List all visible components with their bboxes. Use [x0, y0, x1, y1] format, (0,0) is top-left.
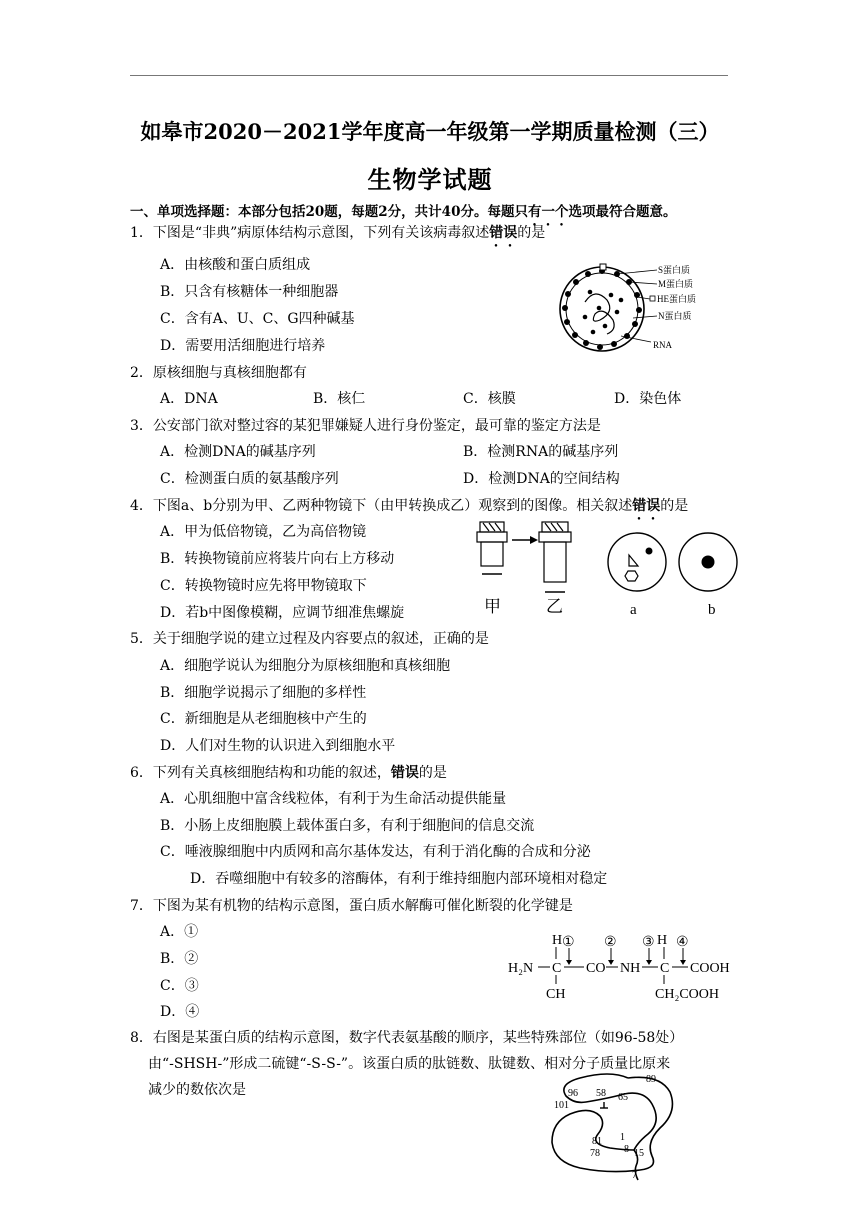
q1-option-d: D．需要用活细胞进行培养 [160, 338, 326, 354]
svg-text:①: ① [562, 935, 575, 950]
objective-lens-figure [470, 520, 750, 620]
svg-text:H: H [552, 933, 563, 948]
svg-text:C: C [552, 961, 562, 976]
q4-option-d: D．若b中图像模糊，应调节细准焦螺旋 [160, 605, 405, 621]
q1-option-a: A．由核酸和蛋白质组成 [160, 257, 311, 273]
protein-disulfide-figure [540, 1072, 690, 1182]
label-yi: 乙 [546, 597, 563, 616]
q7-option-b: B．② [160, 951, 199, 967]
svg-text:C: C [660, 961, 670, 976]
q3-option-a: A．检测DNA的碱基序列 [160, 444, 316, 460]
label-he-protein: HE蛋白质 [657, 294, 696, 304]
q5-option-a: A．细胞学说认为细胞分为原核细胞和真核细胞 [160, 658, 451, 674]
virus-structure-figure [555, 262, 730, 357]
q8-line3: 减少的数依次是 [148, 1082, 246, 1098]
q6-option-a: A．心肌细胞中富含线粒体，有利于为生命活动提供能量 [160, 791, 507, 807]
svg-text:96: 96 [568, 1088, 578, 1099]
q7-stem: 7．下图为某有机物的结构示意图，蛋白质水解酶可催化断裂的化学键是 [130, 898, 573, 914]
label-b: b [708, 602, 716, 618]
q3-option-d: D．检测DNA的空间结构 [463, 471, 620, 487]
svg-text:④: ④ [676, 935, 689, 950]
svg-text:15: 15 [634, 1148, 644, 1159]
svg-text:H: H [657, 933, 668, 948]
q3-option-c: C．检测蛋白质的氨基酸序列 [160, 471, 339, 487]
svg-text:CH₂COOH: CH₂COOH [655, 987, 719, 1002]
label-jia: 甲 [484, 597, 501, 616]
q3-option-b: B．检测RNA的碱基序列 [463, 444, 619, 460]
q1-option-b: B．只含有核糖体一种细胞器 [160, 284, 339, 300]
q5-option-d: D．人们对生物的认识进入到细胞水平 [160, 738, 396, 754]
q2-option-d: D．染色体 [614, 391, 682, 407]
exam-subtitle: 生物学试题 [367, 165, 493, 194]
q2-stem: 2．原核细胞与真核细胞都有 [130, 365, 307, 381]
q6-option-d: D．吞噬细胞中有较多的溶酶体，有利于维持细胞内部环境相对稳定 [190, 871, 608, 887]
svg-text:1: 1 [620, 1132, 625, 1143]
svg-text:7: 7 [632, 1170, 637, 1181]
section-heading: 一、单项选择题：本部分包括20题，每题2分，共计40分。每题只有一个选项最符合题意。 [130, 204, 677, 220]
q2-option-c: C．核膜 [463, 391, 516, 407]
svg-text:8: 8 [624, 1144, 629, 1155]
q5-option-c: C．新细胞是从老细胞核中产生的 [160, 711, 367, 727]
label-s-protein: S蛋白质 [658, 265, 691, 275]
q6-stem: 6．下列有关真核细胞结构和功能的叙述，错误的是 [130, 765, 447, 781]
svg-text:58: 58 [596, 1088, 606, 1099]
header-rule [130, 75, 728, 76]
label-rna: RNA [653, 340, 673, 350]
label-n-protein: N蛋白质 [658, 311, 692, 321]
q8-line2: 由“-SHSH-”形成二硫键“-S-S-”。该蛋白质的肽链数、肽键数、相对分子质量比原来 [148, 1056, 671, 1072]
svg-text:81: 81 [592, 1136, 602, 1147]
q5-option-b: B．细胞学说揭示了细胞的多样性 [160, 685, 367, 701]
q7-option-c: C．③ [160, 978, 199, 994]
q7-option-d: D．④ [160, 1004, 200, 1020]
q4-option-b: B．转换物镜前应将装片向右上方移动 [160, 551, 395, 567]
q1-stem: 1．下图是“非典”病原体结构示意图，下列有关该病毒叙述错误的是 [130, 225, 546, 241]
q1-option-c: C．含有A、U、C、G四种碱基 [160, 311, 355, 327]
svg-text:NH: NH [620, 961, 641, 976]
q2-option-a: A．DNA [160, 391, 218, 407]
svg-text:CO: CO [586, 961, 606, 976]
svg-text:101: 101 [554, 1100, 569, 1111]
peptide-structure-figure [500, 928, 745, 1006]
svg-text:③: ③ [642, 935, 655, 950]
label-m-protein: M蛋白质 [658, 279, 694, 289]
svg-text:CH: CH [546, 987, 566, 1002]
exam-title: 如皋市2020－2021学年度高一年级第一学期质量检测（三） [140, 119, 720, 144]
q8-line1: 8．右图是某蛋白质的结构示意图，数字代表氨基酸的顺序，某些特殊部位（如96-58处） [130, 1030, 684, 1046]
q5-stem: 5．关于细胞学说的建立过程及内容要点的叙述，正确的是 [130, 631, 489, 647]
q3-stem: 3．公安部门欲对整过容的某犯罪嫌疑人进行身份鉴定，最可靠的鉴定方法是 [130, 418, 601, 434]
svg-text:②: ② [604, 935, 617, 950]
q7-option-a: A．① [160, 924, 199, 940]
svg-text:H₂N: H₂N [508, 961, 534, 976]
svg-text:78: 78 [590, 1148, 600, 1159]
svg-text:COOH: COOH [690, 961, 730, 976]
q6-option-c: C．唾液腺细胞中内质网和高尔基体发达，有利于消化酶的合成和分泌 [160, 844, 591, 860]
q2-option-b: B．核仁 [313, 391, 366, 407]
svg-text:65: 65 [618, 1092, 628, 1103]
q4-option-a: A．甲为低倍物镜，乙为高倍物镜 [160, 524, 367, 540]
label-a: a [630, 602, 637, 618]
q4-option-c: C．转换物镜时应先将甲物镜取下 [160, 578, 367, 594]
q4-stem: 4．下图a、b分别为甲、乙两种物镜下（由甲转换成乙）观察到的图像。相关叙述错误的是 [130, 498, 689, 514]
q6-option-b: B．小肠上皮细胞膜上载体蛋白多，有利于细胞间的信息交流 [160, 818, 535, 834]
svg-text:89: 89 [646, 1074, 656, 1085]
